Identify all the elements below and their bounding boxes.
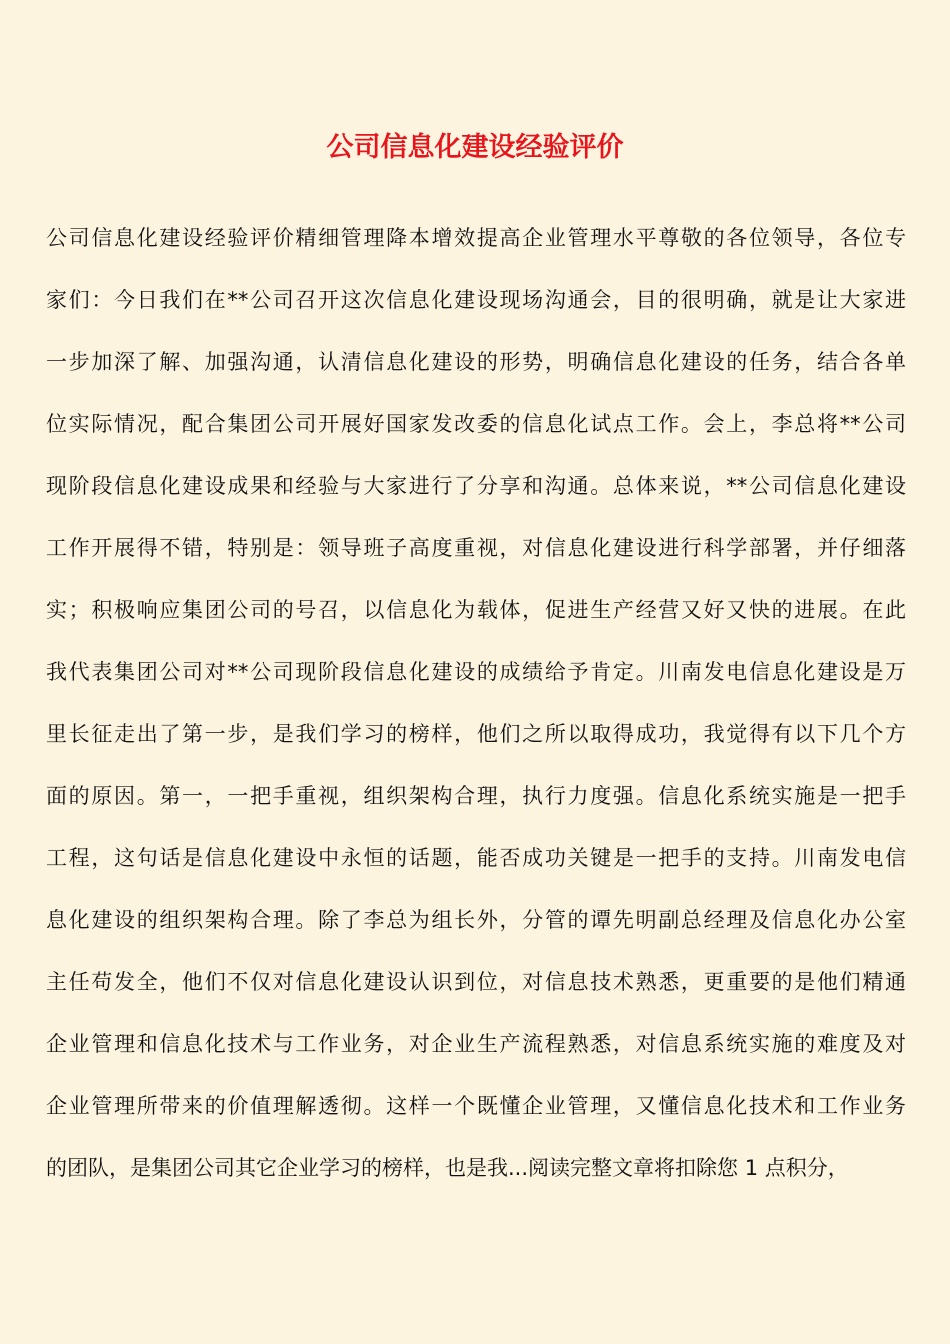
body-line: 实；积极响应集团公司的号召，以信息化为载体，促进生产经营又好又快的进展。在此 — [46, 598, 906, 622]
body-line: 里长征走出了第一步，是我们学习的榜样，他们之所以取得成功，我觉得有以下几个方 — [46, 722, 906, 746]
body-line: 公司信息化建设经验评价精细管理降本增效提高企业管理水平尊敬的各位领导，各位专 — [46, 226, 906, 250]
body-line: 我代表集团公司对**公司现阶段信息化建设的成绩给予肯定。川南发电信息化建设是万 — [46, 660, 906, 684]
body-line: 家们：今日我们在**公司召开这次信息化建设现场沟通会，目的很明确，就是让大家进 — [46, 288, 906, 312]
body-line: 企业管理和信息化技术与工作业务，对企业生产流程熟悉，对信息系统实施的难度及对 — [46, 1032, 906, 1056]
body-line: 主任苟发全，他们不仅对信息化建设认识到位，对信息技术熟悉，更重要的是他们精通 — [46, 970, 906, 994]
body-line: 息化建设的组织架构合理。除了李总为组长外，分管的谭先明副总经理及信息化办公室 — [46, 908, 906, 932]
document-title: 公司信息化建设经验评价 — [326, 132, 624, 163]
body-line: 企业管理所带来的价值理解透彻。这样一个既懂企业管理，又懂信息化技术和工作业务 — [46, 1094, 906, 1118]
body-line-read-more: 的团队，是集团公司其它企业学习的榜样，也是我...阅读完整文章将扣除您 1 点积分， — [46, 1156, 849, 1180]
body-line: 现阶段信息化建设成果和经验与大家进行了分享和沟通。总体来说，**公司信息化建设 — [46, 474, 906, 498]
body-line: 面的原因。第一，一把手重视，组织架构合理，执行力度强。信息化系统实施是一把手 — [46, 784, 906, 808]
body-line: 工程，这句话是信息化建设中永恒的话题，能否成功关键是一把手的支持。川南发电信 — [46, 846, 906, 870]
body-line: 工作开展得不错，特别是：领导班子高度重视，对信息化建设进行科学部署，并仔细落 — [46, 536, 906, 560]
body-line: 一步加深了解、加强沟通，认清信息化建设的形势，明确信息化建设的任务，结合各单 — [46, 350, 906, 374]
body-line: 位实际情况，配合集团公司开展好国家发改委的信息化试点工作。会上，李总将**公司 — [46, 412, 906, 436]
document-body — [46, 207, 906, 1199]
